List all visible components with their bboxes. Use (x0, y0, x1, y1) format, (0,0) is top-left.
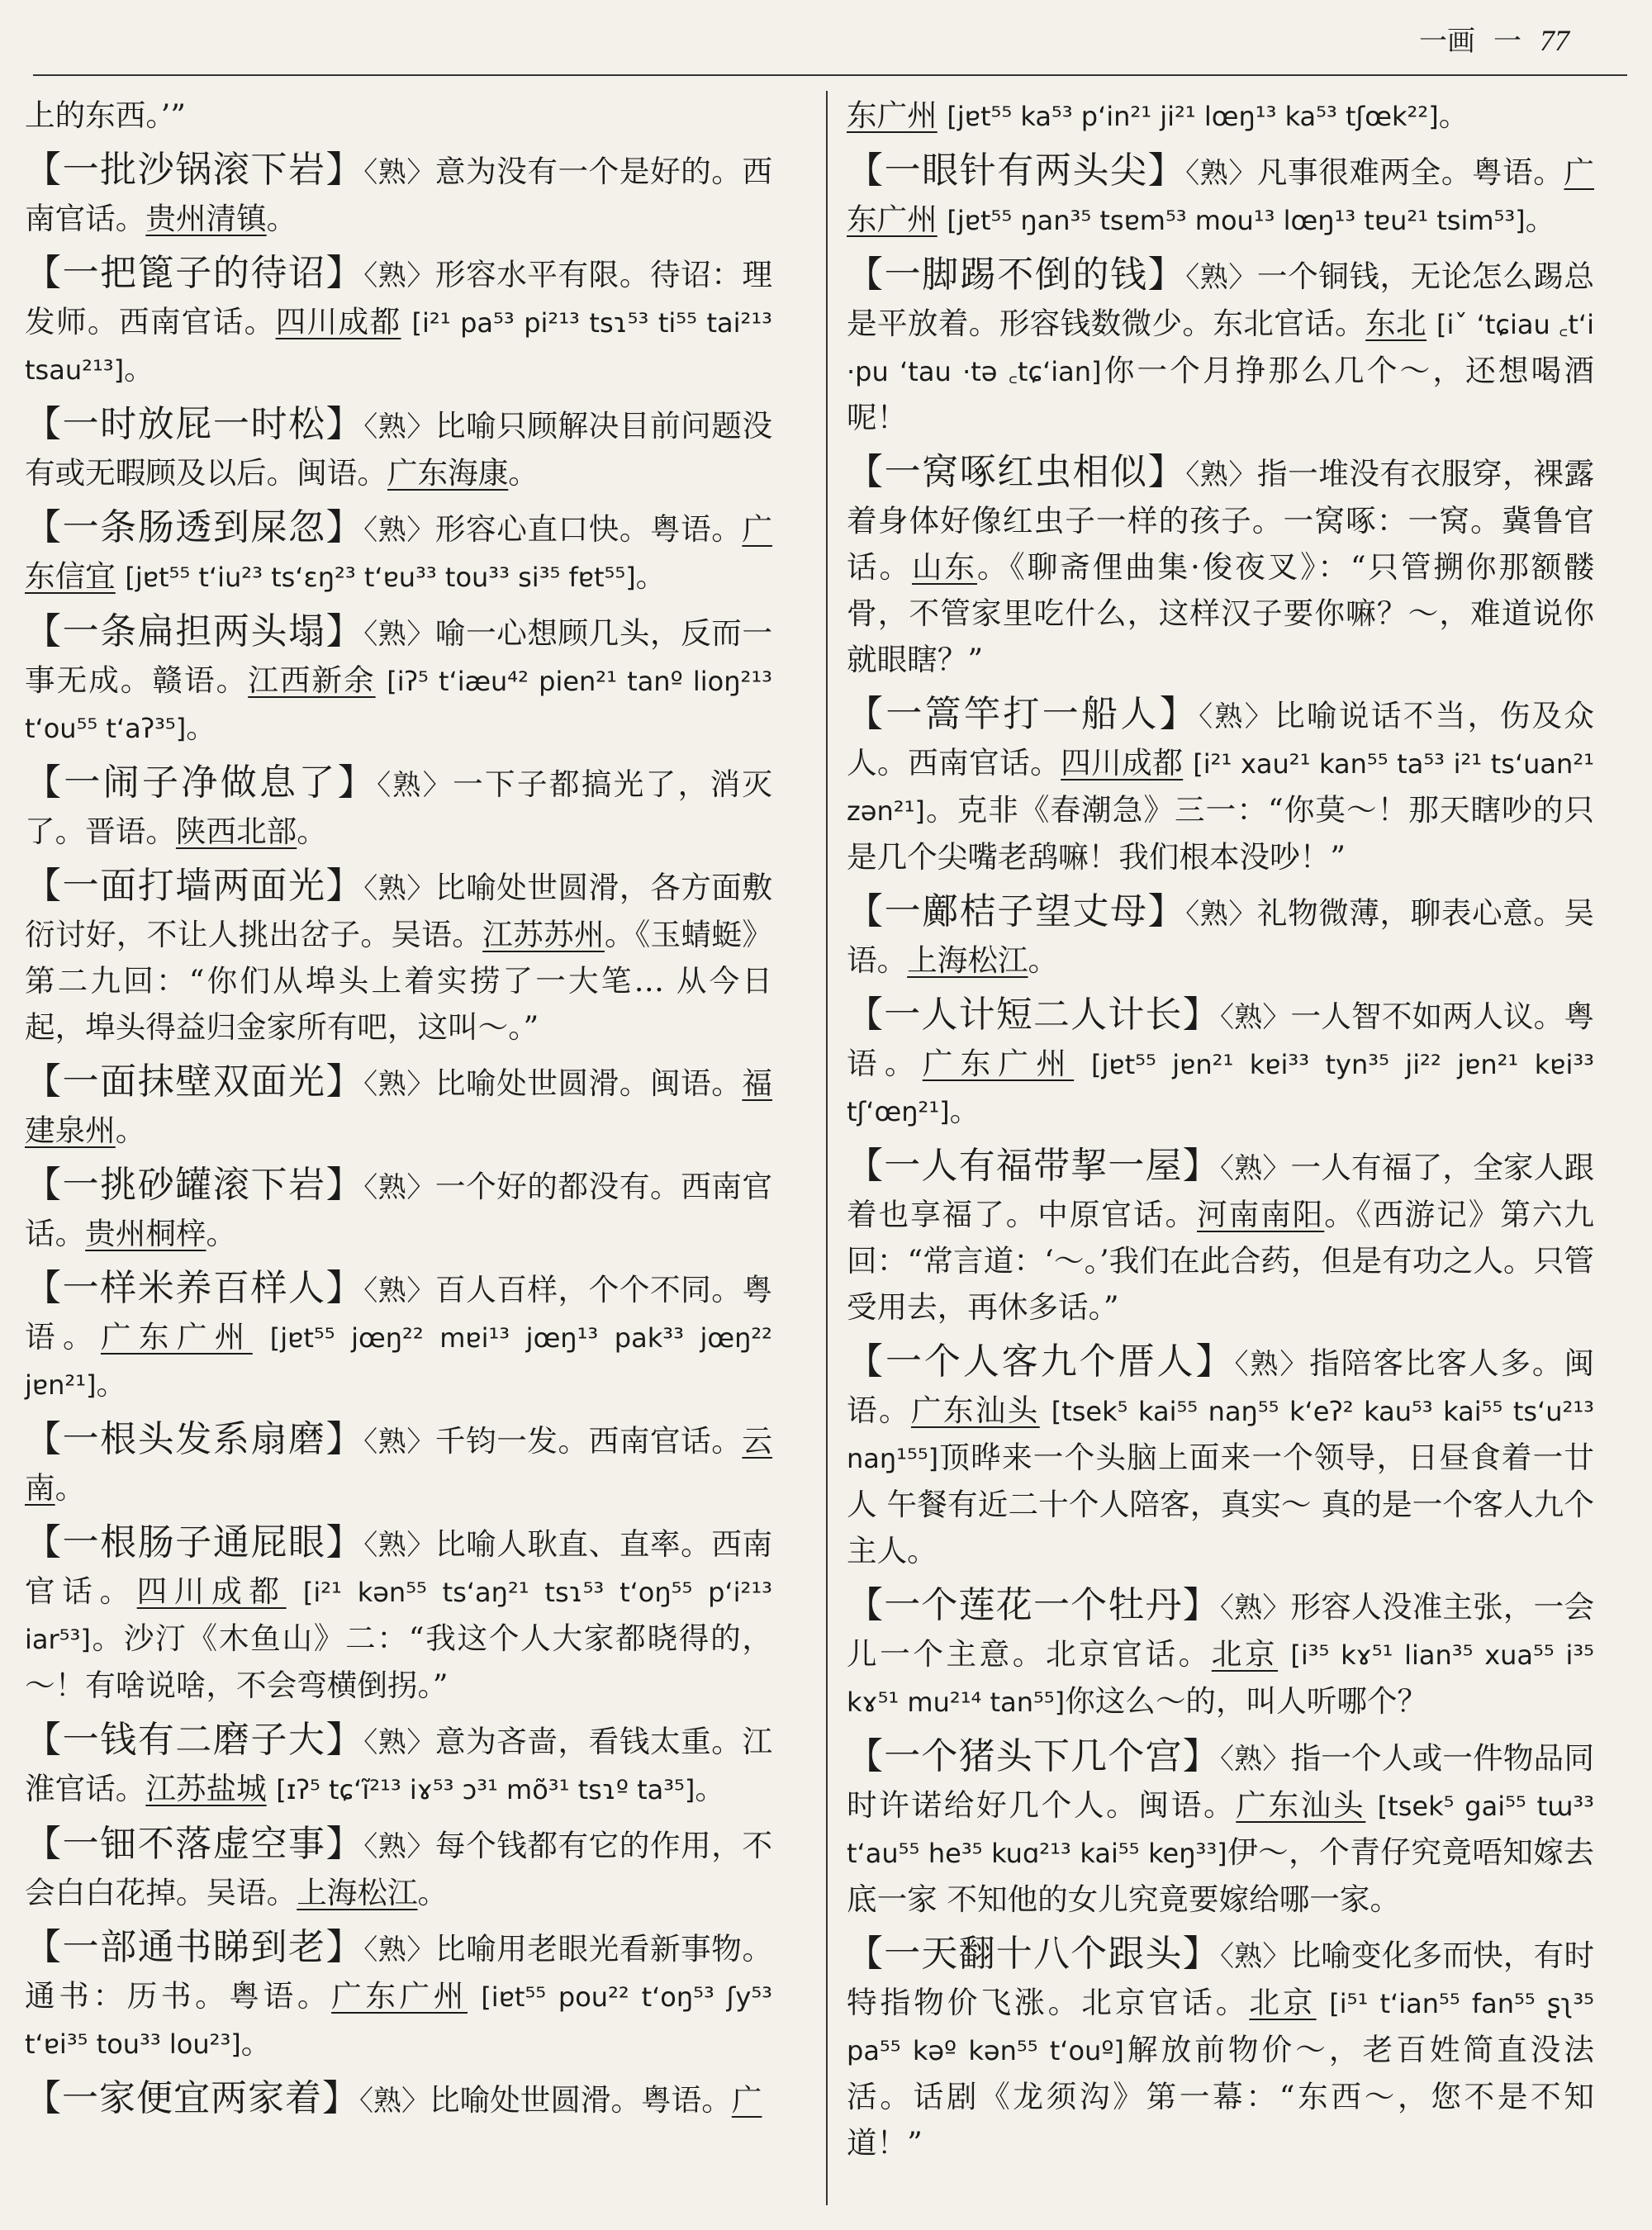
dictionary-entry (25, 2076, 772, 2124)
headword-bracket: 【 (25, 865, 63, 907)
dialect-location: 福建泉州 (25, 1065, 773, 1148)
example-text: 。 (949, 1093, 980, 1128)
headword-bracket: 【 (847, 1735, 885, 1777)
usage-tag: 〈熟〉 (363, 1068, 435, 1101)
pronunciation: [iɐt⁵⁵ pou²² tʻoŋ⁵³ ʃy⁵³ tʻɐi³⁵ tou³³ lou²³] (25, 1981, 772, 2060)
headword: 一个猪头下几个宫 (884, 1735, 1183, 1777)
pronunciation: [jɐt⁵⁵ tʻiu²³ tsʻɛŋ²³ tʻɐu³³ tou³³ si³⁵ fɐt⁵⁵] (125, 562, 636, 593)
headword-bracket: 【 (25, 1418, 63, 1460)
left-column (25, 93, 772, 2133)
dictionary-entry (847, 449, 1594, 683)
column-divider (826, 91, 828, 2205)
headword: 一家便宜两家着 (62, 2077, 322, 2119)
headword-bracket: 【 (25, 506, 63, 548)
dictionary-entry (25, 250, 772, 393)
dialect-location: 贵州桐梓 (85, 1216, 206, 1251)
right-column (847, 93, 1594, 2175)
example-text: 。 (1028, 942, 1059, 978)
pronunciation: [ɪʔ⁵ tɕʻĩ²¹³ iɤ⁵³ ɔ³¹ mõ³¹ tsɿº ta³⁵] (276, 1774, 695, 1805)
definition: 一个铜钱，无论怎么踢总是平放着。形容钱数微少。东北官话。 (847, 259, 1595, 341)
usage-tag: 〈熟〉 (1219, 1743, 1291, 1776)
page-number: 77 (1540, 24, 1569, 57)
usage-tag: 〈熟〉 (1219, 1592, 1291, 1625)
headword: 一把篦子的待诏 (62, 252, 326, 294)
headword: 一时放屁一时松 (62, 403, 326, 445)
headword-bracket: 【 (25, 762, 64, 804)
headword: 一根肠子通屁眼 (62, 1521, 326, 1563)
definition: 百人百样，个个不同。粤语。 (25, 1272, 773, 1355)
headword: 一挑砂罐滚下岩 (62, 1164, 326, 1206)
section-mark: 一 (1493, 25, 1521, 58)
dialect-location: 陕西北部 (175, 814, 297, 849)
definition: 指一堆没有衣服穿，裸露着身体好像红虫子一样的孩子。一窝啄：一窝。冀鲁官话。 (847, 456, 1595, 585)
headword-bracket: 】 (1195, 1340, 1235, 1383)
example-text: 。 (1525, 202, 1556, 237)
definition: 比喻处世圆滑。粤语。 (430, 2082, 732, 2118)
dictionary-entry (25, 863, 772, 1051)
dialect-location: 四川成都 (275, 304, 401, 339)
headword-bracket: 】 (325, 865, 364, 907)
headword-bracket: 】 (325, 1060, 364, 1103)
example-text: 。《西游记》第六九回：“常言道：‘～。’我们在此合药，但是有功之人。只管受用去，再休多话。” (847, 1197, 1594, 1325)
dialect-location: 江苏苏州 (482, 917, 605, 952)
usage-tag: 〈熟〉 (363, 1426, 435, 1459)
headword: 一钿不落虚空事 (62, 1823, 326, 1865)
usage-tag: 〈熟〉 (363, 872, 435, 905)
example-text: 解放前物价～，老百姓简直没法活。话剧《龙须沟》第一幕：“东西～，您不是不知道！” (847, 2032, 1594, 2161)
dictionary-entry (25, 760, 772, 855)
headword: 一眼针有两头尖 (884, 149, 1148, 192)
continued-text (25, 93, 772, 139)
dictionary-entry (25, 1059, 772, 1154)
headword: 一人有福带挈一屋 (884, 1145, 1183, 1187)
headword-bracket: 】 (325, 1267, 364, 1309)
usage-tag: 〈熟〉 (1199, 700, 1275, 733)
headword: 一条肠透到屎忽 (62, 506, 326, 548)
example-text: 。《玉蜻蜓》第二九回：“你们从埠头上着实捞了一大笔… 从今日起，埠头得益归金家所有吧，这叫～。” (25, 917, 772, 1045)
dialect-location: 广东广州 (847, 154, 1595, 237)
example-text: 。 (115, 1113, 146, 1148)
header-rule (33, 74, 1627, 76)
usage-tag: 〈熟〉 (363, 1933, 435, 1967)
example-text: 。 (96, 1366, 127, 1402)
example-text: 。 (297, 814, 327, 849)
example-text: 。 (635, 558, 667, 594)
headword-bracket: 】 (1182, 994, 1220, 1036)
headword-bracket: 【 (25, 610, 63, 652)
usage-tag: 〈熟〉 (1185, 261, 1257, 294)
definition: 比喻说话不当，伤及众人。西南官话。 (847, 698, 1594, 780)
usage-tag: 〈熟〉 (363, 1830, 435, 1863)
headword-bracket: 【 (847, 1145, 885, 1187)
headword: 一个人客九个厝人 (885, 1340, 1196, 1383)
headword-bracket: 】 (325, 610, 364, 652)
headword-bracket: 【 (25, 1719, 63, 1761)
dialect-location: 北京 (1211, 1636, 1279, 1672)
definition: 比喻用老眼光看新事物。通书：历书。粤语。 (25, 1931, 773, 2014)
headword: 一面打墙两面光 (62, 865, 326, 907)
usage-tag: 〈熟〉 (363, 259, 435, 292)
headword-bracket: 】 (325, 1521, 364, 1563)
pronunciation: [jɐt⁵⁵ jœŋ²² mɐi¹³ jœŋ¹³ pak³³ jœŋ²² jɐn²¹] (25, 1322, 772, 1401)
headword: 一闹子净做息了 (64, 762, 338, 804)
definition: 一下子都搞光了，消灭了。晋语。 (25, 766, 772, 849)
pronunciation: [iˇ ʻtɕiau ꜀tʻi ·pu ʻtau ·tə ꜀tɕʻian] (847, 309, 1594, 387)
headword-bracket: 【 (25, 1926, 63, 1968)
dialect-location: 四川成都 (1061, 745, 1184, 780)
headword: 一人计短二人计长 (884, 994, 1183, 1036)
headword-bracket: 】 (325, 506, 364, 548)
dictionary-entry (25, 147, 772, 242)
dialect-location: 广东汕头 (910, 1393, 1040, 1428)
dialect-location: 广东广州 (100, 1319, 253, 1355)
headword: 一部通书睇到老 (62, 1926, 326, 1968)
headword-bracket: 【 (25, 1267, 63, 1309)
pronunciation: [tsek⁵ kai⁵⁵ naŋ⁵⁵ kʻeʔ² kau⁵³ kai⁵⁵ tsʻu²¹³ naŋ¹⁵⁵] (847, 1396, 1594, 1474)
definition: 比喻处世圆滑，各方面敷衍讨好，不让人挑出岔子。吴语。 (25, 870, 773, 952)
example-text: 。 (55, 1470, 86, 1506)
headword-bracket: 】 (325, 1926, 364, 1968)
pronunciation: [i²¹ kən⁵⁵ tsʻaŋ²¹ tsɿ⁵³ tʻoŋ⁵⁵ pʻi²¹³ iar⁵³] (25, 1577, 772, 1655)
definition: 一个好的都没有。西南官话。 (25, 1169, 773, 1251)
example-text: 。《聊斋俚曲集·俊夜叉》：“只管搠你那额髅骨，不管家里吃什么，这样汉子要你嘛？～，难道说你就眼瞎？” (847, 549, 1594, 677)
dialect-location: 江苏盐城 (145, 1771, 267, 1806)
dialect-location: 广东信宜 (25, 511, 773, 594)
definition: 比喻变化多而快，有时特指物价飞涨。北京官话。 (847, 1938, 1595, 2020)
dictionary-entry (847, 1339, 1594, 1574)
dialect-location: 东广州 (847, 97, 938, 133)
dialect-location: 上海松江 (297, 1875, 418, 1910)
example-text: 。 (508, 455, 539, 491)
dictionary-entry (847, 1931, 1594, 2166)
dictionary-entry (25, 1416, 772, 1511)
usage-tag: 〈熟〉 (363, 410, 435, 444)
example-text: 你这么～的，叫人听哪个？ (1065, 1683, 1428, 1719)
headword-bracket: 】 (322, 2077, 359, 2119)
usage-tag: 〈熟〉 (363, 1274, 435, 1307)
definition: 每个钱都有它的作用，不会白白花掉。吴语。 (25, 1828, 773, 1910)
example-text: 。 (240, 2025, 272, 2061)
usage-tag: 〈熟〉 (1185, 898, 1257, 931)
headword: 一篙竿打一船人 (885, 693, 1160, 735)
example-text: 伊～，个青仔究竟唔知嫁去底一家 不知他的女儿究竟要嫁给哪一家。 (847, 1834, 1594, 1917)
dialect-location: 北京 (1249, 1985, 1317, 2020)
definition: 比喻人耿直、直率。西南官话。 (25, 1526, 773, 1609)
headword-bracket: 【 (847, 451, 885, 493)
example-text: 。 (417, 1875, 449, 1910)
usage-tag: 〈熟〉 (363, 156, 435, 189)
headword: 一根头发系扇磨 (62, 1418, 326, 1460)
pronunciation: [i³⁵ kɤ⁵¹ lian³⁵ xua⁵⁵ i³⁵ kɤ⁵¹ mu²¹⁴ tan⁵⁵] (847, 1639, 1594, 1718)
headword-bracket: 】 (325, 403, 364, 445)
dialect-location: 广东广州 (922, 1046, 1075, 1081)
dictionary-entry (847, 992, 1594, 1135)
pronunciation: [jɐt⁵⁵ ka⁵³ pʻin²¹ ji²¹ lœŋ¹³ ka⁵³ tʃœk²²] (947, 101, 1439, 132)
example-text: 。 (1438, 97, 1469, 133)
example-text: 你一个月挣那么几个～，还想喝酒呢！ (847, 353, 1594, 435)
headword: 一窝啄红虫相似 (884, 451, 1148, 493)
usage-tag: 〈熟〉 (363, 1529, 435, 1562)
headword: 一鄺桔子望丈母 (884, 890, 1148, 932)
continued-text (847, 93, 1594, 140)
usage-tag: 〈熟〉 (377, 769, 453, 802)
example-text: 。 (266, 201, 297, 236)
dialect-location: 广东广州 (331, 1978, 468, 2014)
dialect-location: 广东海康 (387, 455, 509, 491)
definition: 意为没有一个是好的。西南官话。 (25, 154, 773, 236)
usage-tag: 〈熟〉 (1185, 157, 1257, 190)
dictionary-entry (25, 1717, 772, 1813)
dictionary-entry (25, 1265, 772, 1408)
dictionary-entry (847, 691, 1594, 880)
example-text: 。克非《春潮急》三一：“你莫～！那天瞎吵的只是几个尖嘴老鸹嘛！我们根本没吵！” (847, 792, 1594, 875)
headword-bracket: 【 (25, 1521, 63, 1563)
headword-bracket: 【 (847, 1933, 885, 1975)
dialect-location: 东北 (1365, 306, 1427, 341)
headword-bracket: 【 (25, 2077, 62, 2119)
headword-bracket: 【 (25, 1060, 63, 1103)
dictionary-entry (847, 148, 1594, 244)
usage-tag: 〈熟〉 (359, 2085, 430, 2118)
dictionary-entry (847, 1734, 1594, 1923)
definition: 指陪客比客人多。闽语。 (847, 1345, 1595, 1428)
pronunciation: [i²¹ pa⁵³ pi²¹³ tsɿ⁵³ ti⁵⁵ tai²¹³ tsau²¹³] (25, 307, 772, 386)
example-text: 。 (186, 709, 216, 745)
page-header (1419, 18, 1569, 59)
headword-bracket: 】 (1182, 1933, 1220, 1975)
headword: 一脚踢不倒的钱 (884, 254, 1148, 296)
headword-bracket: 【 (25, 1164, 63, 1206)
dictionary-entry (25, 1821, 772, 1916)
example-text: 。 (695, 1771, 725, 1806)
dictionary-entry (847, 1143, 1594, 1331)
pronunciation: [jɐt⁵⁵ ŋan³⁵ tsɐm⁵³ mou¹³ lœŋ¹³ tɐu²¹ tsim⁵³] (947, 205, 1526, 236)
usage-tag: 〈熟〉 (363, 1171, 435, 1204)
dialect-location: 云南 (25, 1423, 773, 1506)
definition: 喻一心想顾几头，反而一事无成。赣语。 (25, 615, 773, 698)
headword-bracket: 【 (847, 890, 885, 932)
headword-bracket: 【 (25, 403, 63, 445)
headword: 一条扁担两头塌 (62, 610, 326, 652)
section-label: 一画 (1419, 25, 1475, 58)
dictionary-entry (847, 252, 1594, 441)
pronunciation: [jɐt⁵⁵ jɐn²¹ kɐi³³ tyn³⁵ ji²² jɐn²¹ kɐi³³ tʃʻœŋ²¹] (847, 1049, 1594, 1127)
headword-bracket: 】 (1147, 254, 1186, 296)
definition: 礼物微薄，聊表心意。吴语。 (847, 895, 1595, 978)
example-text: 。沙汀《木鱼山》二：“我这个人大家都晓得的，～！有啥说啥，不会弯横倒拐。” (25, 1620, 772, 1703)
dialect-location: 江西新余 (248, 662, 376, 698)
definition: 比喻处世圆滑。闽语。 (434, 1065, 743, 1101)
usage-tag: 〈熟〉 (1234, 1348, 1310, 1381)
definition: 形容水平有限。待诏：理发师。西南官话。 (25, 257, 773, 339)
dialect-location: 广东汕头 (1236, 1787, 1366, 1823)
headword-bracket: 【 (847, 254, 885, 296)
usage-tag: 〈熟〉 (363, 1726, 435, 1759)
usage-tag: 〈熟〉 (1219, 1940, 1291, 1973)
dictionary-entry (25, 1924, 772, 2067)
headword-bracket: 】 (325, 252, 364, 294)
headword-bracket: 【 (847, 693, 886, 735)
usage-tag: 〈熟〉 (1185, 458, 1257, 491)
headword-bracket: 】 (325, 149, 364, 191)
example-text: 。 (206, 1216, 237, 1251)
dictionary-entry (25, 505, 772, 600)
headword-bracket: 】 (325, 1418, 364, 1460)
headword-bracket: 】 (337, 762, 377, 804)
headword: 一钱有二磨子大 (62, 1719, 326, 1761)
example-text: 顶晔来一个头脑上面来一个领导，日昼食着一廿人 午餐有近二十个人陪客，真实～ 真的是一个客人九个主人。 (847, 1440, 1594, 1568)
dialect-location: 河南南阳 (1197, 1197, 1325, 1232)
headword: 一天翻十八个跟头 (884, 1933, 1183, 1975)
dialect-location: 贵州清镇 (145, 201, 267, 236)
definition: 千钧一发。西南官话。 (434, 1423, 743, 1459)
definition: 比喻只顾解决目前问题没有或无暇顾及以后。闽语。 (25, 408, 773, 491)
usage-tag: 〈熟〉 (363, 618, 435, 651)
headword-bracket: 】 (1147, 451, 1186, 493)
pronunciation: [i²¹ xau²¹ kan⁵⁵ ta⁵³ i²¹ tsʻuan²¹ zən²¹] (847, 748, 1594, 827)
dictionary-entry (25, 401, 772, 496)
headword-bracket: 【 (847, 1584, 885, 1626)
headword: 一批沙锅滚下岩 (62, 149, 326, 191)
dialect-location: 四川成都 (136, 1573, 287, 1609)
headword: 一样米养百样人 (62, 1267, 326, 1309)
definition: 形容心直口快。粤语。 (434, 511, 743, 547)
definition: 指一个人或一件物品同时许诺给好几个人。闽语。 (847, 1740, 1595, 1823)
headword-bracket: 】 (1182, 1584, 1220, 1626)
definition: 意为吝啬，看钱太重。江淮官话。 (25, 1724, 773, 1806)
pronunciation: [tsek⁵ gai⁵⁵ tɯ³³ tʻau⁵⁵ he³⁵ kuɑ²¹³ kai⁵⁵ keŋ³³] (847, 1791, 1594, 1869)
headword-bracket: 【 (847, 1340, 885, 1383)
definition: 一人智不如两人议。粤语。 (847, 999, 1595, 1081)
headword-bracket: 【 (25, 252, 63, 294)
headword-bracket: 】 (1147, 149, 1186, 192)
headword-bracket: 【 (847, 994, 885, 1036)
dictionary-entry (847, 1582, 1594, 1725)
headword-bracket: 】 (1182, 1145, 1220, 1187)
continued-text-body: 上的东西。’” (25, 97, 186, 133)
example-text: 。 (124, 351, 154, 387)
headword-bracket: 】 (1182, 1735, 1220, 1777)
headword-bracket: 】 (1159, 693, 1199, 735)
dialect-location: 山东 (911, 549, 977, 585)
headword: 一个莲花一个牡丹 (884, 1584, 1183, 1626)
definition: 凡事很难两全。粤语。 (1256, 154, 1564, 190)
headword-bracket: 】 (1147, 890, 1186, 932)
usage-tag: 〈熟〉 (1219, 1001, 1291, 1034)
dialect-location: 上海松江 (907, 942, 1028, 978)
dialect-location: 广 (731, 2082, 762, 2118)
headword-bracket: 【 (847, 149, 885, 192)
dictionary-entry (25, 1162, 772, 1257)
definition: 形容人没准主张，一会儿一个主意。北京官话。 (847, 1589, 1595, 1672)
usage-tag: 〈熟〉 (1219, 1152, 1291, 1185)
headword-bracket: 】 (325, 1164, 364, 1206)
headword: 一面抹壁双面光 (62, 1060, 326, 1103)
dictionary-entry (25, 609, 772, 752)
headword-bracket: 】 (325, 1719, 364, 1761)
pronunciation: [iʔ⁵ tʻiæu⁴² pien²¹ tanº lioŋ²¹³ tʻou⁵⁵ tʻaʔ³⁵] (25, 666, 772, 744)
definition: 一人有福了，全家人跟着也享福了。中原官话。 (847, 1150, 1595, 1232)
pronunciation: [i⁵¹ tʻian⁵⁵ fan⁵⁵ ʂʅ³⁵ pa⁵⁵ kəº kən⁵⁵ tʻouº] (847, 1988, 1594, 2066)
dictionary-entry (847, 889, 1594, 984)
headword-bracket: 【 (25, 1823, 63, 1865)
dictionary-entry (25, 1520, 772, 1709)
headword-bracket: 【 (25, 149, 63, 191)
usage-tag: 〈熟〉 (363, 514, 435, 547)
headword-bracket: 】 (325, 1823, 364, 1865)
